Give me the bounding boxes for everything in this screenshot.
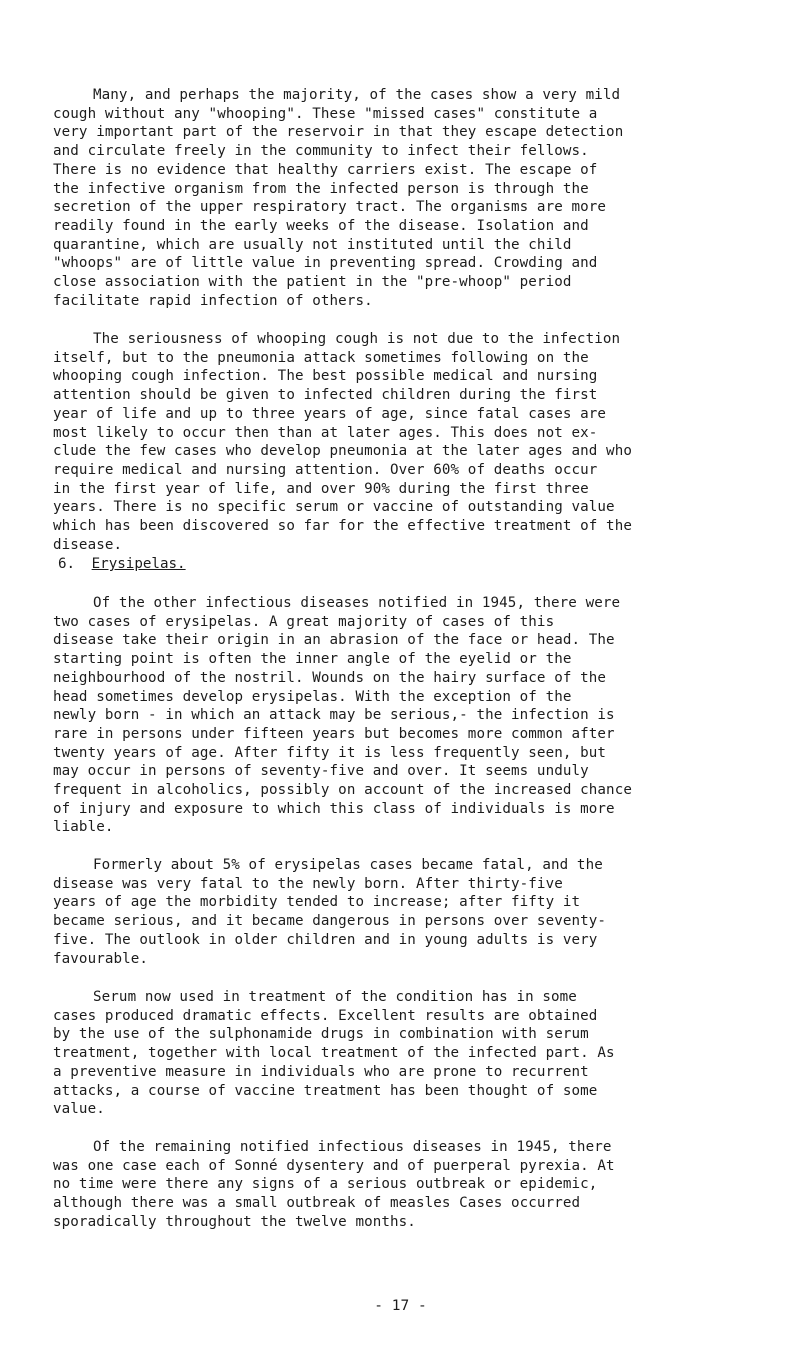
text-line: disease. bbox=[53, 536, 123, 553]
text-line: disease was very fatal to the newly born. After thirty-five bbox=[53, 875, 563, 892]
text-line: There is no evidence that healthy carriers exist. The escape of bbox=[53, 161, 598, 178]
text-line: five. The outlook in older children and in young adults is very bbox=[53, 931, 598, 948]
section-title: Erysipelas. bbox=[91, 556, 186, 572]
text-line: was one case each of Sonné dysentery and of puerperal pyrexia. At bbox=[53, 1157, 615, 1174]
text-line: attention should be given to infected children during the first bbox=[53, 387, 598, 404]
text-line: whooping cough infection. The best possible medical and nursing bbox=[53, 368, 598, 385]
text-line: clude the few cases who develop pneumonia at the later ages and who bbox=[53, 443, 632, 460]
text-line: attacks, a course of vaccine treatment has been thought of some bbox=[53, 1082, 598, 1099]
text-line: which has been discovered so far for the effective treatment of the bbox=[53, 518, 632, 535]
text-line: most likely to occur then than at later ages. This does not ex- bbox=[53, 424, 598, 441]
text-line: facilitate rapid infection of others. bbox=[53, 292, 373, 309]
paragraph-whooping-cough-missed-cases bbox=[53, 86, 753, 310]
text-line: readily found in the early weeks of the disease. Isolation and bbox=[53, 217, 589, 234]
text-line: in the first year of life, and over 90% during the first three bbox=[53, 480, 589, 497]
text-line: quarantine, which are usually not instituted until the child bbox=[53, 236, 572, 253]
text-line: Serum now used in treatment of the condition has in some bbox=[93, 989, 577, 1005]
text-line: may occur in persons of seventy-five and over. It seems unduly bbox=[53, 763, 589, 780]
text-line: favourable. bbox=[53, 950, 149, 967]
text-line: very important part of the reservoir in that they escape detection bbox=[53, 124, 624, 141]
text-line: by the use of the sulphonamide drugs in combination with serum bbox=[53, 1026, 589, 1043]
text-line: The seriousness of whooping cough is not due to the infection bbox=[93, 331, 621, 347]
text-line: head sometimes develop erysipelas. With the exception of the bbox=[53, 688, 572, 705]
text-line: and circulate freely in the community to infect their fellows. bbox=[53, 143, 589, 160]
text-line: rare in persons under fifteen years but becomes more common after bbox=[53, 725, 615, 742]
text-line: liable. bbox=[53, 819, 114, 836]
text-line: Of the remaining notified infectious diseases in 1945, there bbox=[93, 1139, 612, 1155]
text-line: Of the other infectious diseases notified in 1945, there were bbox=[93, 595, 621, 611]
text-line: the infective organism from the infected person is through the bbox=[53, 180, 589, 197]
text-line: two cases of erysipelas. A great majority of cases of this bbox=[53, 613, 555, 630]
text-line: years. There is no specific serum or vaccine of outstanding value bbox=[53, 499, 615, 516]
text-line: secretion of the upper respiratory tract. The organisms are more bbox=[53, 199, 607, 216]
text-line: close association with the patient in the "pre-whoop" period bbox=[53, 274, 572, 291]
paragraph-erysipelas-treatment bbox=[53, 988, 753, 1119]
text-line: became serious, and it became dangerous in persons over seventy- bbox=[53, 913, 607, 930]
text-line: "whoops" are of little value in preventing spread. Crowding and bbox=[53, 255, 598, 272]
text-line: although there was a small outbreak of measles Cases occurred bbox=[53, 1195, 581, 1212]
text-line: a preventive measure in individuals who are prone to recurrent bbox=[53, 1063, 589, 1080]
text-line: disease take their origin in an abrasion of the face or head. The bbox=[53, 632, 615, 649]
text-line: neighbourhood of the nostril. Wounds on the hairy surface of the bbox=[53, 669, 607, 686]
text-line: twenty years of age. After fifty it is less frequently seen, but bbox=[53, 744, 607, 761]
text-line: years of age the morbidity tended to increase; after fifty it bbox=[53, 894, 581, 911]
text-line: treatment, together with local treatment of the infected part. As bbox=[53, 1045, 615, 1062]
text-line: of injury and exposure to which this class of individuals is more bbox=[53, 800, 615, 817]
text-line: itself, but to the pneumonia attack sometimes following on the bbox=[53, 349, 589, 366]
text-line: cases produced dramatic effects. Excellent results are obtained bbox=[53, 1007, 598, 1024]
text-line: require medical and nursing attention. Over 60% of deaths occur bbox=[53, 461, 598, 478]
paragraph-erysipelas-fatality bbox=[53, 856, 753, 968]
page-number: - 17 - bbox=[374, 1298, 427, 1314]
section-heading bbox=[58, 555, 186, 573]
paragraph-whooping-cough-seriousness bbox=[53, 330, 753, 554]
text-line: year of life and up to three years of age, since fatal cases are bbox=[53, 405, 607, 422]
text-line: Formerly about 5% of erysipelas cases became fatal, and the bbox=[93, 857, 603, 873]
text-line: value. bbox=[53, 1101, 105, 1118]
text-line: sporadically throughout the twelve months. bbox=[53, 1213, 416, 1230]
text-line: starting point is often the inner angle of the eyelid or the bbox=[53, 651, 572, 668]
text-line: no time were there any signs of a serious outbreak or epidemic, bbox=[53, 1176, 598, 1193]
text-line: cough without any "whooping". These "missed cases" constitute a bbox=[53, 105, 598, 122]
paragraph-remaining-diseases bbox=[53, 1138, 753, 1232]
section-number: 6. bbox=[58, 556, 76, 572]
text-line: newly born - in which an attack may be serious,- the infection is bbox=[53, 707, 615, 724]
paragraph-erysipelas-origin bbox=[53, 594, 753, 837]
text-line: frequent in alcoholics, possibly on account of the increased chance bbox=[53, 782, 632, 799]
text-line: Many, and perhaps the majority, of the cases show a very mild bbox=[93, 87, 621, 103]
